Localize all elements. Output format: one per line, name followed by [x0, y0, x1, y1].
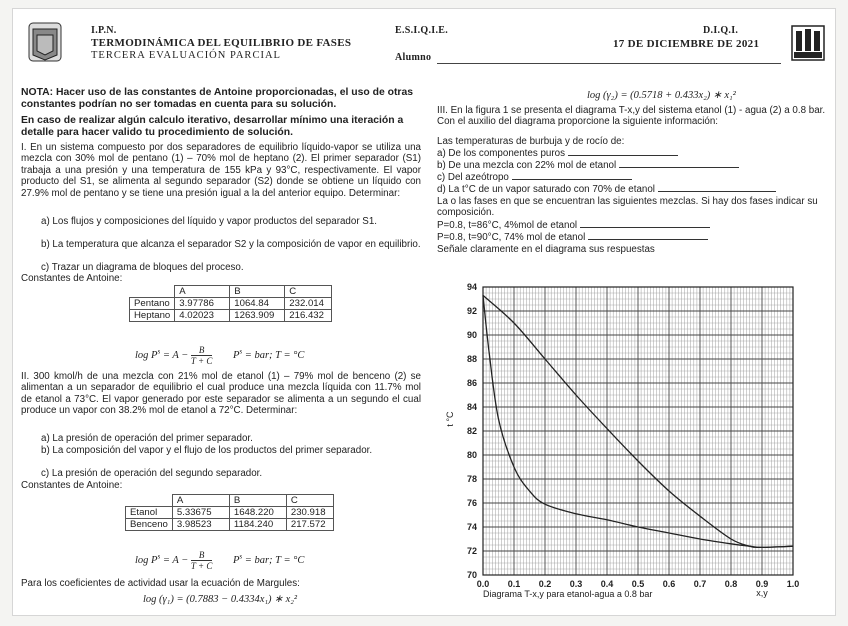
- formula-p: P: [232, 349, 240, 361]
- y-tick-label: 78: [466, 474, 477, 484]
- y-tick-label: 84: [466, 402, 477, 412]
- department: D.I.Q.I.: [703, 25, 739, 36]
- problem3-intro: Las temperaturas de burbuja y de rocío de:: [437, 136, 625, 147]
- problem3-item-c: [437, 172, 632, 183]
- exam-title: TERCERA EVALUACIÓN PARCIAL: [91, 50, 281, 61]
- case-text: P=0.8, t=86°C, 4%mol de etanol: [437, 220, 578, 231]
- y-tick-label: 82: [466, 426, 477, 436]
- formula-numerator: B: [191, 550, 212, 561]
- x-tick-label: 0.6: [662, 579, 676, 589]
- y-tick-label: 94: [466, 282, 477, 292]
- table-cell: 3.97786: [175, 298, 230, 310]
- table-header-cell: [126, 495, 173, 507]
- answer-blank[interactable]: [619, 167, 739, 168]
- formula-eq: = A −: [160, 349, 191, 361]
- problem2-constants-label: Constantes de Antoine:: [21, 480, 123, 491]
- y-tick-label: 92: [466, 306, 477, 316]
- formula-fraction: [191, 550, 212, 571]
- table-cell: 4.02023: [175, 310, 230, 322]
- table-cell: Pentano: [130, 298, 175, 310]
- formula-p-sup: s: [239, 552, 243, 561]
- case-text: P=0.8, t=90°C, 74% mol de etanol: [437, 232, 586, 243]
- problem1-constants-label: Constantes de Antoine:: [21, 273, 123, 284]
- problem2-item-c: c) La presión de operación del segundo separador.: [41, 468, 263, 479]
- problem3-statement: III. En la figura 1 se presenta el diagrama T-x,y del sistema etanol (1) - agua (2) a 0.8 bar. Con el auxilio del diagrama proporcione la siguiente información:: [437, 105, 826, 128]
- problem3-item-b: [437, 160, 739, 171]
- esiqie-logo: [791, 25, 825, 61]
- table-row: [126, 507, 334, 519]
- table-header-cell: A: [172, 495, 229, 507]
- table-header-cell: B: [229, 495, 286, 507]
- formula-denominator: T + C: [190, 561, 213, 571]
- antoine-formula-2: [135, 550, 304, 571]
- course-title: TERMODINÁMICA DEL EQUILIBRIO DE FASES: [91, 37, 352, 49]
- y-tick-labels: [467, 282, 477, 580]
- margules-equation-1: log (γ₁) = (0.7883 − 0.4334x₁) ∗ x₂²: [143, 594, 298, 605]
- answer-blank[interactable]: [568, 155, 678, 156]
- student-label: Alumno: [395, 52, 432, 63]
- problem2-item-b: b) La composición del vapor y el flujo de los productos del primer separador.: [41, 445, 373, 456]
- formula-p: P: [232, 554, 240, 566]
- table-cell: Heptano: [130, 310, 175, 322]
- table-row: [126, 519, 334, 531]
- answer-blank[interactable]: [580, 227, 710, 228]
- item-text: c) Del azeótropo: [437, 172, 509, 183]
- y-tick-label: 80: [466, 450, 477, 460]
- table-cell: 3.98523: [172, 519, 229, 531]
- table-header-cell: B: [230, 286, 285, 298]
- answer-blank[interactable]: [588, 239, 708, 240]
- table-header-row: [126, 495, 334, 507]
- item-text: b) De una mezcla con 22% mol de etanol: [437, 160, 617, 171]
- school: E.S.I.Q.I.E.: [395, 25, 449, 36]
- formula-units: = bar; T = °C: [242, 554, 305, 566]
- x-tick-label: 0.5: [631, 579, 645, 589]
- formula-numerator: B: [191, 345, 212, 356]
- table-cell: 232.014: [285, 298, 332, 310]
- y-tick-label: 88: [466, 354, 477, 364]
- formula-p-sup: s: [239, 347, 243, 356]
- x-tick-label: 0.9: [755, 579, 769, 589]
- formula-lhs: log P: [135, 349, 158, 361]
- item-text: a) De los componentes puros: [437, 148, 565, 159]
- esiqie-logo-graphic: [791, 25, 825, 61]
- problem1-item-c: c) Trazar un diagrama de bloques del proceso.: [41, 262, 244, 273]
- x-axis-label: x,y: [756, 588, 768, 598]
- ipn-logo: [27, 21, 63, 63]
- formula-sup: s: [157, 552, 161, 561]
- x-tick-label: 0.0: [476, 579, 490, 589]
- margules-equation-2: log (γ₂) = (0.5718 + 0.433x₂) ∗ x₁²: [587, 90, 736, 101]
- formula-denominator: T + C: [190, 356, 213, 366]
- institution: I.P.N.: [91, 25, 117, 36]
- table-header-cell: C: [286, 495, 333, 507]
- y-tick-label: 90: [466, 330, 477, 340]
- answer-blank[interactable]: [512, 179, 632, 180]
- y-tick-label: 72: [466, 546, 477, 556]
- x-tick-label: 0.8: [724, 579, 738, 589]
- problem1-statement: I. En un sistema compuesto por dos separadores de equilibrio líquido-vapor se utiliza una mezcla con 30% mol de pentano (1) – 70% mol de heptano (2). El primer separador (S1) trabaja a una presión y una temperatura de 155 kPa y 93°C, respectivamente. El vapor producto del S1, se alimenta al segundo separador (S2) donde se obtiene un líquido con 27.9% mol de pentano y se tiene una presión igual a la del anterior equipo. Determinar:: [21, 142, 421, 199]
- table-row: [130, 310, 332, 322]
- problem3-instruction: Señale claramente en el diagrama sus respuestas: [437, 244, 655, 255]
- table-cell: 5.33675: [172, 507, 229, 519]
- item-text: d) La t°C de un vapor saturado con 70% de etanol: [437, 184, 655, 195]
- y-tick-label: 76: [466, 498, 477, 508]
- chart-caption: Diagrama T-x,y para etanol-agua a 0.8 bar: [483, 589, 653, 599]
- table-header-cell: C: [285, 286, 332, 298]
- y-axis-label: t °C: [445, 411, 455, 427]
- x-tick-label: 0.4: [600, 579, 614, 589]
- problem3-item-d: [437, 184, 776, 195]
- table-header-cell: [130, 286, 175, 298]
- x-tick-label: 0.2: [538, 579, 552, 589]
- exam-date: 17 DE DICIEMBRE DE 2021: [613, 38, 760, 50]
- antoine-table-pentane-heptane: [129, 285, 332, 322]
- x-tick-label: 1.0: [786, 579, 800, 589]
- problem3-case-1: [437, 220, 710, 231]
- table-cell: 1263.909: [230, 310, 285, 322]
- answer-blank[interactable]: [658, 191, 776, 192]
- problem1-item-b: b) La temperatura que alcanza el separador S2 y la composición de vapor en equilibrio.: [41, 239, 421, 250]
- table-cell: 1648.220: [229, 507, 286, 519]
- table-header-row: [130, 286, 332, 298]
- y-tick-label: 86: [466, 378, 477, 388]
- formula-units: = bar; T = °C: [242, 349, 305, 361]
- x-tick-label: 0.7: [693, 579, 707, 589]
- table-header-cell: A: [175, 286, 230, 298]
- problem2-item-a: a) La presión de operación del primer separador.: [41, 433, 253, 444]
- table-cell: Etanol: [126, 507, 173, 519]
- antoine-formula-1: [135, 345, 304, 366]
- x-tick-labels: [477, 579, 800, 589]
- formula-fraction: [191, 345, 212, 366]
- table-row: [130, 298, 332, 310]
- txy-diagram: [445, 265, 805, 607]
- problem3-phases: La o las fases en que se encuentran las siguientes mezclas. Si hay dos fases indicar su composición.: [437, 196, 818, 219]
- table-cell: 230.918: [286, 507, 333, 519]
- table-cell: 1184.240: [229, 519, 286, 531]
- formula-sup: s: [157, 347, 161, 356]
- problem3-item-a: [437, 148, 678, 159]
- problem1-item-a: a) Los flujos y composiciones del líquido y vapor productos del separador S1.: [41, 216, 378, 227]
- table-cell: Benceno: [126, 519, 173, 531]
- formula-eq: = A −: [160, 554, 191, 566]
- table-cell: 1064.84: [230, 298, 285, 310]
- x-tick-label: 0.3: [569, 579, 583, 589]
- table-cell: 217.572: [286, 519, 333, 531]
- problem2-statement: II. 300 kmol/h de una mezcla con 21% mol de etanol (1) – 79% mol de benceno (2) se alimentan a un separador de equilibrio el cual produce una mezcla líquida con 11.7% mol de etanol a 73°C. El vapor generado por este separador se alimenta a un segundo el cual produce un vapor con 38.2% mol de etanol a 72°C. Determinar:: [21, 371, 421, 417]
- formula-lhs: log P: [135, 554, 158, 566]
- y-tick-label: 74: [466, 522, 477, 532]
- note-antoine: NOTA: Hacer uso de las constantes de Antoine proporcionadas, el uso de otras constantes podrían no ser tomadas en cuenta para su solución.: [21, 87, 414, 110]
- exam-sheet: [12, 8, 836, 616]
- problem3-case-2: [437, 232, 708, 243]
- y-tick-label: 70: [466, 570, 477, 580]
- student-name-field[interactable]: [437, 63, 781, 64]
- antoine-table-ethanol-benzene: [125, 494, 334, 531]
- margules-label: Para los coeficientes de actividad usar la ecuación de Margules:: [21, 578, 300, 589]
- ipn-logo-graphic: [27, 21, 63, 63]
- x-tick-label: 0.1: [507, 579, 521, 589]
- table-cell: 216.432: [285, 310, 332, 322]
- note-iterative: En caso de realizar algún calculo iterativo, desarrollar mínimo una iteración a detalle para hacer valido tu procedimiento de solución.: [21, 115, 404, 138]
